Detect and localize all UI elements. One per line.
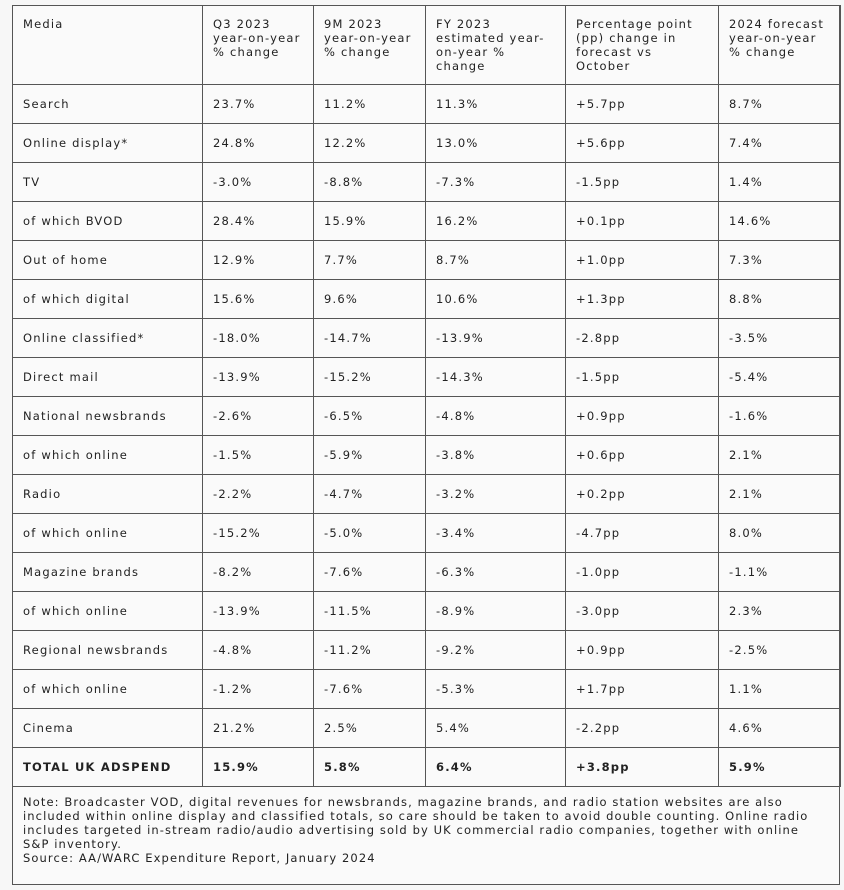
header-2024-forecast: 2024 forecast year-on-year % change <box>719 6 841 85</box>
table-row <box>13 709 841 748</box>
9m-cell: -4.7% <box>314 475 426 514</box>
media-cell: Regional newsbrands <box>13 631 203 670</box>
forecast-cell: 8.7% <box>719 85 841 124</box>
table-row <box>13 631 841 670</box>
note-text: Note: Broadcaster VOD, digital revenues for newsbrands, magazine brands, and radio station websites are also included within online display and classified totals, so care should be taken to avoid double counting. Online radio includes targeted in-stream radio/audio advertising sold by UK commercial radio companies, together with online S&P inventory. <box>23 795 809 851</box>
table-row <box>13 592 841 631</box>
9m-cell: -7.6% <box>314 553 426 592</box>
forecast-cell: -1.6% <box>719 397 841 436</box>
forecast-cell: 5.9% <box>719 748 841 787</box>
table-row <box>13 358 841 397</box>
9m-cell: -5.0% <box>314 514 426 553</box>
header-fy-2023: FY 2023 estimated year-on-year % change <box>426 6 566 85</box>
9m-cell: -15.2% <box>314 358 426 397</box>
q3-cell: -1.5% <box>203 436 314 475</box>
q3-cell: 21.2% <box>203 709 314 748</box>
q3-cell: -4.8% <box>203 631 314 670</box>
table-row <box>13 163 841 202</box>
fy-cell: 11.3% <box>426 85 566 124</box>
table-row <box>13 202 841 241</box>
q3-cell: -2.2% <box>203 475 314 514</box>
pp-cell: -2.8pp <box>566 319 719 358</box>
fy-cell: -9.2% <box>426 631 566 670</box>
footnote <box>13 787 839 865</box>
fy-cell: -4.8% <box>426 397 566 436</box>
9m-cell: -7.6% <box>314 670 426 709</box>
media-cell: of which online <box>13 514 203 553</box>
q3-cell: 23.7% <box>203 85 314 124</box>
pp-cell: +1.7pp <box>566 670 719 709</box>
9m-cell: -11.5% <box>314 592 426 631</box>
forecast-cell: 2.1% <box>719 436 841 475</box>
9m-cell: -8.8% <box>314 163 426 202</box>
forecast-cell: 8.8% <box>719 280 841 319</box>
fy-cell: 10.6% <box>426 280 566 319</box>
table-row <box>13 319 841 358</box>
q3-cell: -13.9% <box>203 592 314 631</box>
media-cell: Online classified* <box>13 319 203 358</box>
pp-cell: +1.0pp <box>566 241 719 280</box>
forecast-cell: 2.1% <box>719 475 841 514</box>
media-cell: of which online <box>13 670 203 709</box>
forecast-cell: -5.4% <box>719 358 841 397</box>
9m-cell: 7.7% <box>314 241 426 280</box>
9m-cell: -14.7% <box>314 319 426 358</box>
table-row <box>13 553 841 592</box>
media-cell: TV <box>13 163 203 202</box>
q3-cell: 15.9% <box>203 748 314 787</box>
fy-cell: 5.4% <box>426 709 566 748</box>
fy-cell: -3.4% <box>426 514 566 553</box>
q3-cell: 28.4% <box>203 202 314 241</box>
q3-cell: 12.9% <box>203 241 314 280</box>
forecast-cell: 7.4% <box>719 124 841 163</box>
forecast-cell: 8.0% <box>719 514 841 553</box>
pp-cell: -1.5pp <box>566 163 719 202</box>
header-9m-2023: 9M 2023 year-on-year % change <box>314 6 426 85</box>
q3-cell: -13.9% <box>203 358 314 397</box>
pp-cell: -2.2pp <box>566 709 719 748</box>
q3-cell: -8.2% <box>203 553 314 592</box>
source-text: Source: AA/WARC Expenditure Report, January 2024 <box>23 851 376 865</box>
q3-cell: -2.6% <box>203 397 314 436</box>
q3-cell: -1.2% <box>203 670 314 709</box>
media-cell: Out of home <box>13 241 203 280</box>
adspend-table <box>12 5 841 787</box>
media-cell: National newsbrands <box>13 397 203 436</box>
pp-cell: +5.7pp <box>566 85 719 124</box>
pp-cell: +3.8pp <box>566 748 719 787</box>
fy-cell: 16.2% <box>426 202 566 241</box>
pp-cell: -1.0pp <box>566 553 719 592</box>
9m-cell: 2.5% <box>314 709 426 748</box>
fy-cell: -13.9% <box>426 319 566 358</box>
header-pp-change: Percentage point (pp) change in forecast vs October <box>566 6 719 85</box>
q3-cell: -3.0% <box>203 163 314 202</box>
media-cell: TOTAL UK ADSPEND <box>13 748 203 787</box>
header-q3-2023: Q3 2023 year-on-year % change <box>203 6 314 85</box>
pp-cell: +5.6pp <box>566 124 719 163</box>
fy-cell: -6.3% <box>426 553 566 592</box>
9m-cell: -5.9% <box>314 436 426 475</box>
fy-cell: 13.0% <box>426 124 566 163</box>
forecast-cell: 2.3% <box>719 592 841 631</box>
media-cell: Cinema <box>13 709 203 748</box>
forecast-cell: 1.1% <box>719 670 841 709</box>
9m-cell: -6.5% <box>314 397 426 436</box>
fy-cell: -5.3% <box>426 670 566 709</box>
total-row <box>13 748 841 787</box>
table-row <box>13 475 841 514</box>
q3-cell: 24.8% <box>203 124 314 163</box>
table-row <box>13 436 841 475</box>
forecast-cell: 14.6% <box>719 202 841 241</box>
header-media: Media <box>13 6 203 85</box>
forecast-cell: -2.5% <box>719 631 841 670</box>
forecast-cell: 1.4% <box>719 163 841 202</box>
forecast-cell: 4.6% <box>719 709 841 748</box>
fy-cell: -7.3% <box>426 163 566 202</box>
adspend-table-panel <box>12 5 840 885</box>
media-cell: of which online <box>13 592 203 631</box>
fy-cell: -3.2% <box>426 475 566 514</box>
media-cell: of which online <box>13 436 203 475</box>
q3-cell: -15.2% <box>203 514 314 553</box>
fy-cell: -8.9% <box>426 592 566 631</box>
media-cell: Search <box>13 85 203 124</box>
table-row <box>13 397 841 436</box>
pp-cell: +0.9pp <box>566 397 719 436</box>
pp-cell: +1.3pp <box>566 280 719 319</box>
9m-cell: 15.9% <box>314 202 426 241</box>
media-cell: Online display* <box>13 124 203 163</box>
header-row <box>13 6 841 85</box>
pp-cell: -1.5pp <box>566 358 719 397</box>
pp-cell: -3.0pp <box>566 592 719 631</box>
media-cell: Radio <box>13 475 203 514</box>
fy-cell: 8.7% <box>426 241 566 280</box>
table-row <box>13 85 841 124</box>
media-cell: Direct mail <box>13 358 203 397</box>
fy-cell: 6.4% <box>426 748 566 787</box>
media-cell: of which digital <box>13 280 203 319</box>
q3-cell: -18.0% <box>203 319 314 358</box>
table-row <box>13 670 841 709</box>
9m-cell: -11.2% <box>314 631 426 670</box>
9m-cell: 11.2% <box>314 85 426 124</box>
pp-cell: -4.7pp <box>566 514 719 553</box>
table-row <box>13 241 841 280</box>
pp-cell: +0.6pp <box>566 436 719 475</box>
forecast-cell: -3.5% <box>719 319 841 358</box>
9m-cell: 5.8% <box>314 748 426 787</box>
fy-cell: -14.3% <box>426 358 566 397</box>
9m-cell: 9.6% <box>314 280 426 319</box>
media-cell: of which BVOD <box>13 202 203 241</box>
pp-cell: +0.2pp <box>566 475 719 514</box>
pp-cell: +0.1pp <box>566 202 719 241</box>
table-row <box>13 124 841 163</box>
forecast-cell: -1.1% <box>719 553 841 592</box>
forecast-cell: 7.3% <box>719 241 841 280</box>
pp-cell: +0.9pp <box>566 631 719 670</box>
media-cell: Magazine brands <box>13 553 203 592</box>
fy-cell: -3.8% <box>426 436 566 475</box>
9m-cell: 12.2% <box>314 124 426 163</box>
q3-cell: 15.6% <box>203 280 314 319</box>
table-row <box>13 280 841 319</box>
table-row <box>13 514 841 553</box>
